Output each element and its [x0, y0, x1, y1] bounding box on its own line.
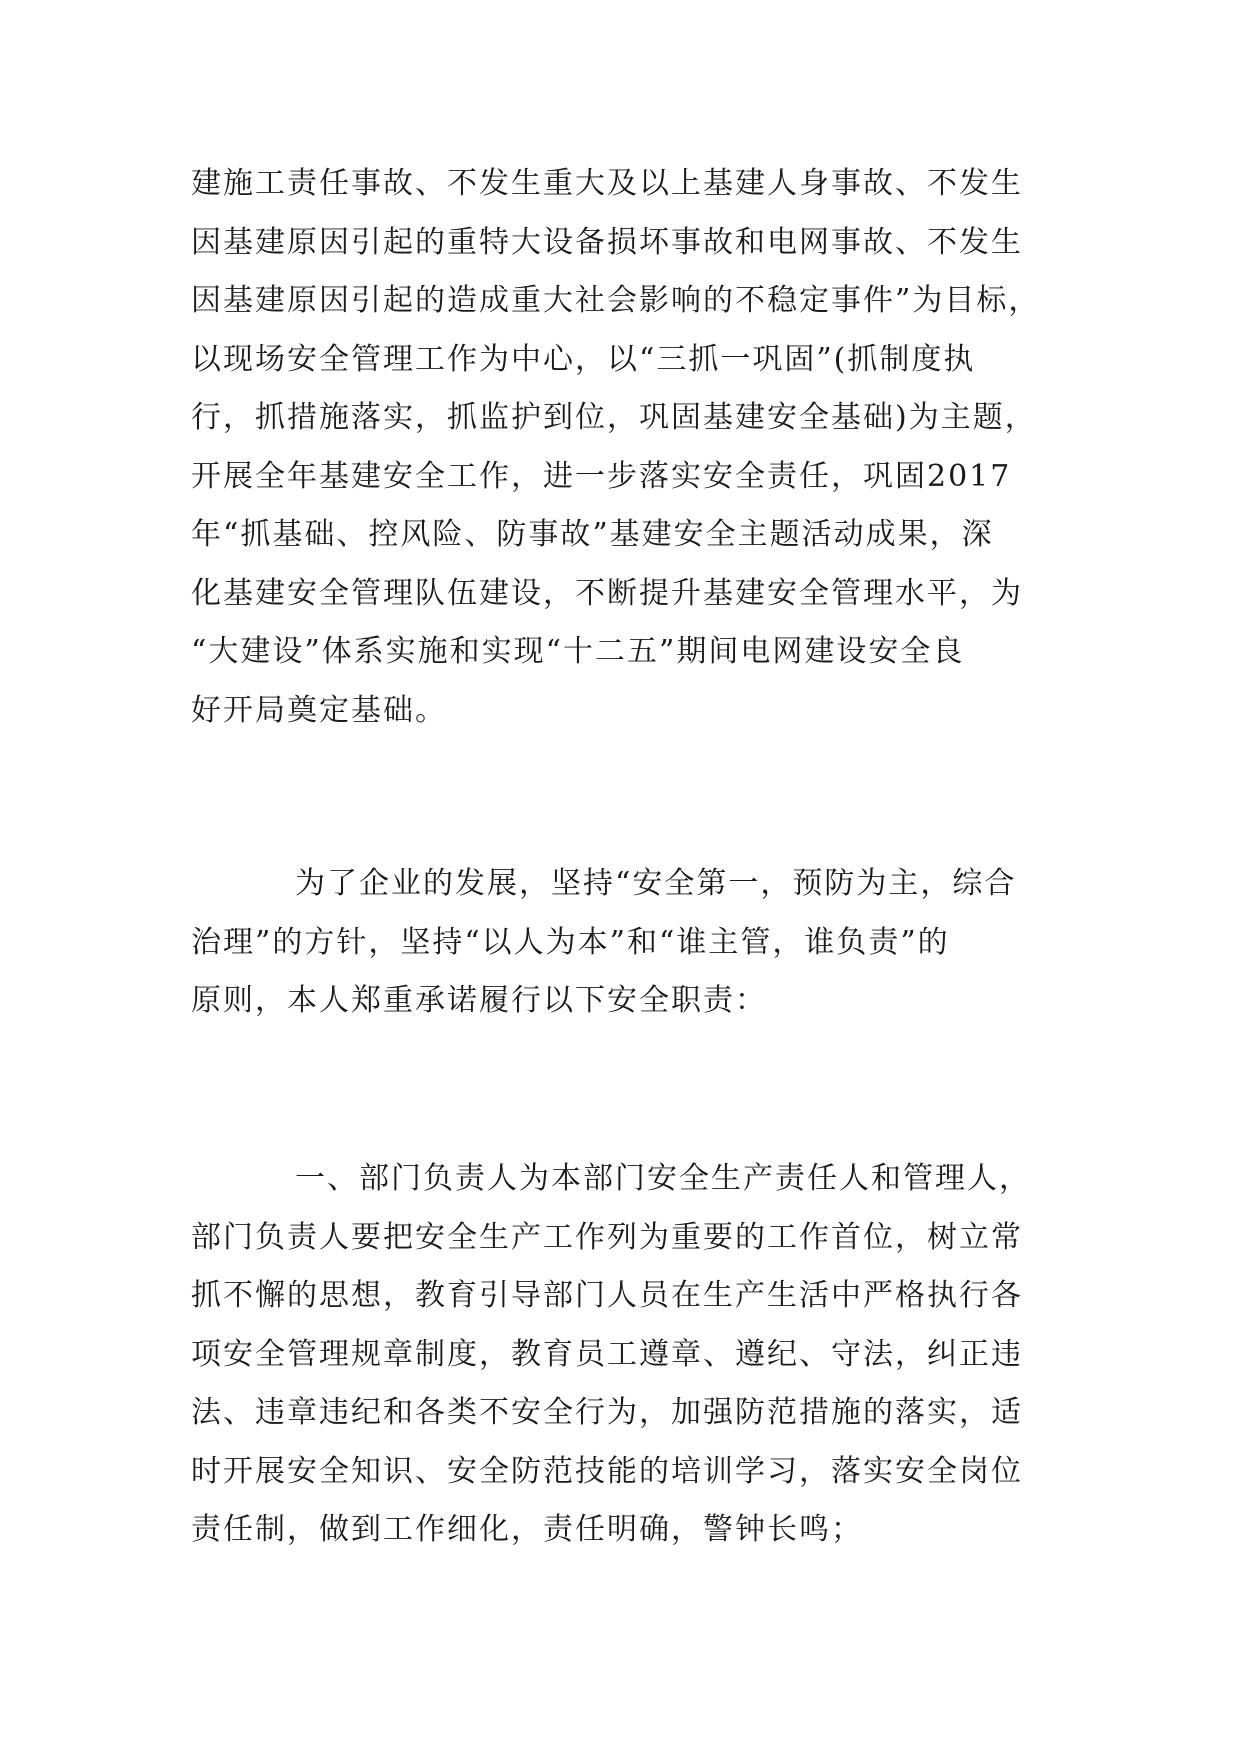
text-line: 以现场安全管理工作为中心，以“三抓一巩固”(抓制度执 [191, 341, 976, 377]
paragraph-duty-one [191, 1150, 1071, 1560]
text-line: 化基建安全管理队伍建设，不断提升基建安全管理水平，为 [191, 575, 1023, 611]
text-line: 建施工责任事故、不发生重大及以上基建人身事故、不发生 [191, 166, 1023, 201]
text-line: 一、部门负责人为本部门安全生产责任人和管理人， [295, 1161, 1031, 1196]
text-line: 为了企业的发展，坚持“安全第一，预防为主，综合 [295, 866, 1017, 901]
paragraph-safety-goals [191, 155, 1071, 740]
text-line: 行，抓措施落实，抓监护到位，巩固基建安全基础)为主题， [191, 400, 1037, 435]
text-line: 法、违章违纪和各类不安全行为，加强防范措施的落实，适 [191, 1395, 1023, 1430]
text-line: 原则，本人郑重承诺履行以下安全职责： [191, 983, 767, 1018]
text-line: 治理”的方针，坚持“以人为本”和“谁主管，谁负责”的 [191, 924, 950, 960]
text-line: 抓不懈的思想，教育引导部门人员在生产生活中严格执行各 [191, 1278, 1023, 1313]
text-line: 开展全年基建安全工作，进一步落实安全责任，巩固2017 [191, 458, 1012, 494]
text-line: 部门负责人要把安全生产工作列为重要的工作首位，树立常 [191, 1219, 1023, 1255]
text-line: 年“抓基础、控风险、防事故”基建安全主题活动成果，深 [191, 517, 994, 552]
text-line: 好开局奠定基础。 [191, 692, 447, 728]
text-line: 责任制，做到工作细化，责任明确，警钟长鸣； [191, 1512, 863, 1547]
paragraph-commitment [191, 855, 1071, 1031]
text-line: 时开展安全知识、安全防范技能的培训学习，落实安全岗位 [191, 1453, 1023, 1489]
text-line: 项安全管理规章制度，教育员工遵章、遵纪、守法，纠正违 [191, 1336, 1023, 1372]
text-line: 因基建原因引起的造成重大社会影响的不稳定事件”为目标， [191, 283, 1041, 318]
text-line: 因基建原因引起的重特大设备损坏事故和电网事故、不发生 [191, 224, 1023, 260]
text-line: “大建设”体系实施和实现“十二五”期间电网建设安全良 [191, 634, 965, 669]
